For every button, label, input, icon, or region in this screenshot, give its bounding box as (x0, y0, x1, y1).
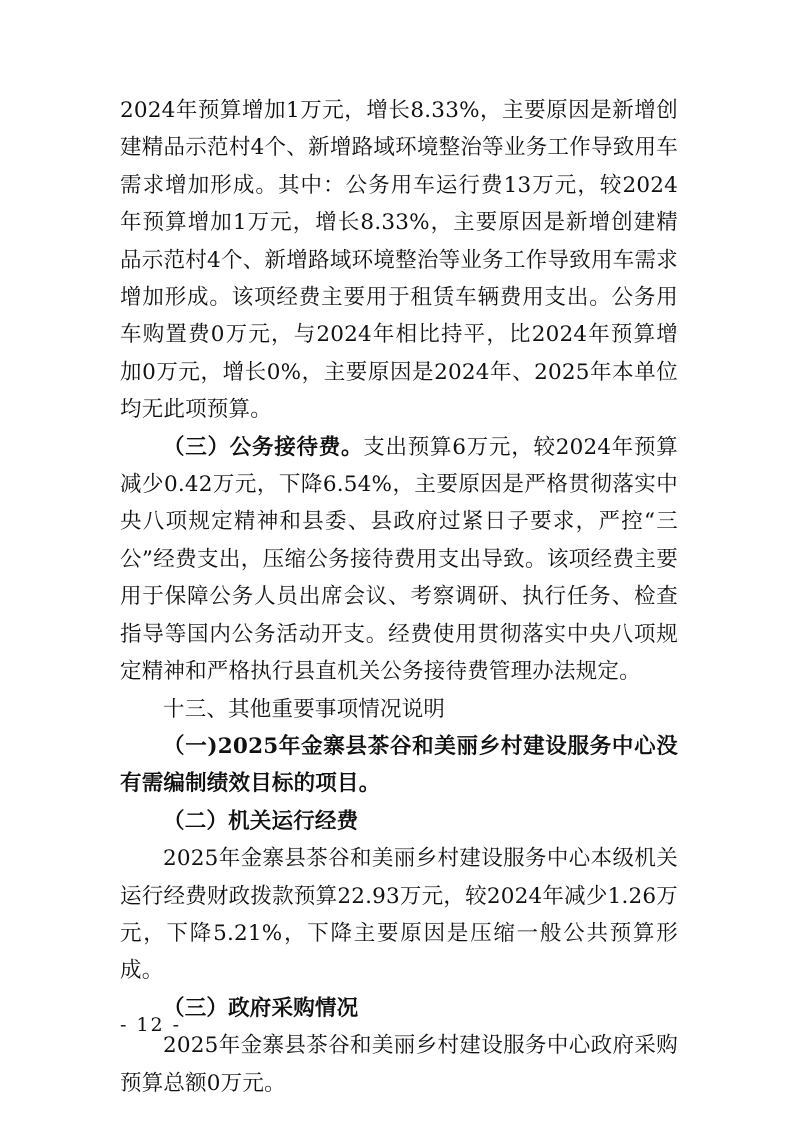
reception-costs-text: 支出预算6万元，较2024年预算减少0.42万元，下降6.54%，主要原因是严格贯彻落实中央八项规定精神和县委、县政府过紧日子要求，严控“三公”经费支出，压缩公务接待费用支出导致。该项经费主要用于保障公务人员出席会议、考察调研、执行任务、检查指导等国内公务活动开支。经费使用贯彻落实中央八项规定精神和严格执行县直机关公务接待费管理办法规定。 (120, 434, 678, 685)
paragraph-operating-expenses: 2025年金寨县茶谷和美丽乡村建设服务中心本级机关运行经费财政拨款预算22.93万元，较2024年减少1.26万元，下降5.21%，下降主要原因是压缩一般公共预算形成。 (120, 846, 678, 984)
paragraph-procurement: 2025年金寨县茶谷和美丽乡村建设服务中心政府采购预算总额0万元。 (120, 1033, 678, 1096)
subsection-1-heading: （一)2025年金寨县茶谷和美丽乡村建设服务中心没有需编制绩效目标的项目。 (120, 733, 678, 797)
paragraph-reception-costs (120, 429, 678, 691)
paragraph-vehicle-costs: 2024年预算增加1万元，增长8.33%，主要原因是新增创建精品示范村4个、新增路域环境整治等业务工作导致用车需求增加形成。其中：公务用车运行费13万元，较2024年预算增加1万元，增长8.33%，主要原因是新增创建精品示范村4个、新增路域环境整治等业务工作导致用车需求增加形成。该项经费主要用于租赁车辆费用支出。公务用车购置费0万元，与2024年相比持平，比2024年预算增加0万元，增长0%，主要原因是2024年、2025年本单位均无此项预算。 (120, 98, 678, 423)
document-page (120, 92, 678, 1102)
section-13-heading: 十三、其他重要事项情况说明 (163, 696, 446, 722)
subsection-2-heading: （二）机关运行经费 (163, 808, 359, 834)
subsection-3-heading: （三）政府采购情况 (163, 995, 359, 1021)
page-number: - 12 - (120, 1014, 182, 1036)
reception-costs-lead: （三）公务接待费。 (163, 434, 364, 460)
